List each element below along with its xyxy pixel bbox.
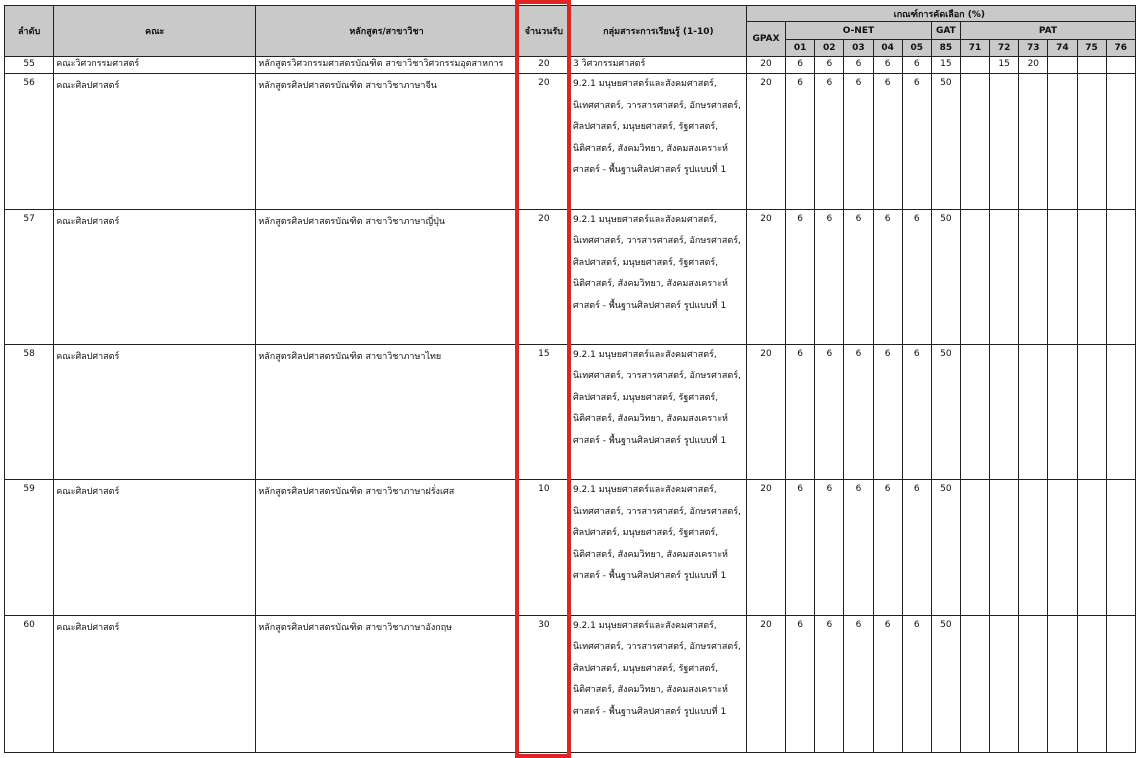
cell-pat-75 — [1077, 480, 1106, 615]
cell-pat-71 — [960, 57, 989, 74]
table-row — [5, 344, 1136, 479]
header-pat-76: 76 — [1106, 40, 1135, 57]
header-onet: O-NET — [786, 22, 932, 40]
cell-subject-group: 9.2.1 มนุษยศาสตร์และสังคมศาสตร์, นิเทศศาสตร์, วารสารศาสตร์, อักษรศาสตร์, ศิลปศาสตร์, มนุษยศาสตร์, รัฐศาสตร์, นิติศาสตร์, สังคมวิทยา, สังคมสงเคราะห์ศาสตร์ - พื้นฐานศิลปศาสตร์ รูปแบบที่ 1 — [570, 344, 746, 479]
cell-order: 56 — [5, 74, 54, 209]
cell-pat-71 — [960, 209, 989, 344]
table-row — [5, 615, 1136, 752]
cell-subject-group: 9.2.1 มนุษยศาสตร์และสังคมศาสตร์, นิเทศศาสตร์, วารสารศาสตร์, อักษรศาสตร์, ศิลปศาสตร์, มนุษยศาสตร์, รัฐศาสตร์, นิติศาสตร์, สังคมวิทยา, สังคมสงเคราะห์ศาสตร์ - พื้นฐานศิลปศาสตร์ รูปแบบที่ 1 — [570, 209, 746, 344]
cell-onet-05: 6 — [902, 615, 931, 752]
header-pat-73: 73 — [1019, 40, 1048, 57]
table-row — [5, 209, 1136, 344]
cell-subject-group: 3 วิศวกรรมศาสตร์ — [570, 57, 746, 74]
header-gat-85: 85 — [931, 40, 960, 57]
cell-gpax: 20 — [746, 344, 785, 479]
cell-pat-75 — [1077, 209, 1106, 344]
cell-pat-75 — [1077, 344, 1106, 479]
cell-onet-05: 6 — [902, 57, 931, 74]
cell-pat-73 — [1019, 480, 1048, 615]
cell-onet-01: 6 — [786, 74, 815, 209]
cell-onet-02: 6 — [815, 57, 844, 74]
header-onet-03: 03 — [844, 40, 873, 57]
cell-pat-72 — [990, 480, 1019, 615]
header-gpax: GPAX — [746, 22, 785, 57]
cell-pat-76 — [1106, 57, 1135, 74]
cell-program: หลักสูตรศิลปศาสตรบัณฑิต สาขาวิชาภาษาอังกฤษ — [256, 615, 517, 752]
cell-pat-74 — [1048, 344, 1077, 479]
cell-faculty: คณะศิลปศาสตร์ — [54, 344, 256, 479]
cell-subject-group: 9.2.1 มนุษยศาสตร์และสังคมศาสตร์, นิเทศศาสตร์, วารสารศาสตร์, อักษรศาสตร์, ศิลปศาสตร์, มนุษยศาสตร์, รัฐศาสตร์, นิติศาสตร์, สังคมวิทยา, สังคมสงเคราะห์ศาสตร์ - พื้นฐานศิลปศาสตร์ รูปแบบที่ 1 — [570, 480, 746, 615]
cell-pat-74 — [1048, 57, 1077, 74]
cell-onet-01: 6 — [786, 57, 815, 74]
table-row — [5, 480, 1136, 615]
cell-onet-05: 6 — [902, 209, 931, 344]
cell-gat-85: 50 — [931, 74, 960, 209]
cell-pat-74 — [1048, 209, 1077, 344]
cell-pat-74 — [1048, 615, 1077, 752]
cell-gat-85: 50 — [931, 615, 960, 752]
header-pat-74: 74 — [1048, 40, 1077, 57]
table-row — [5, 74, 1136, 209]
header-pat: PAT — [960, 22, 1135, 40]
cell-seats: 30 — [517, 615, 570, 752]
header-pat-72: 72 — [990, 40, 1019, 57]
cell-pat-73: 20 — [1019, 57, 1048, 74]
cell-subject-group: 9.2.1 มนุษยศาสตร์และสังคมศาสตร์, นิเทศศาสตร์, วารสารศาสตร์, อักษรศาสตร์, ศิลปศาสตร์, มนุษยศาสตร์, รัฐศาสตร์, นิติศาสตร์, สังคมวิทยา, สังคมสงเคราะห์ศาสตร์ - พื้นฐานศิลปศาสตร์ รูปแบบที่ 1 — [570, 615, 746, 752]
cell-onet-03: 6 — [844, 615, 873, 752]
cell-seats: 15 — [517, 344, 570, 479]
table-row — [5, 57, 1136, 74]
cell-onet-04: 6 — [873, 615, 902, 752]
cell-order: 60 — [5, 615, 54, 752]
header-onet-01: 01 — [786, 40, 815, 57]
cell-order: 55 — [5, 57, 54, 74]
cell-gat-85: 50 — [931, 480, 960, 615]
header-pat-71: 71 — [960, 40, 989, 57]
header-program: หลักสูตร/สาขาวิชา — [256, 6, 517, 57]
cell-pat-73 — [1019, 615, 1048, 752]
cell-onet-03: 6 — [844, 57, 873, 74]
cell-onet-02: 6 — [815, 74, 844, 209]
cell-pat-75 — [1077, 57, 1106, 74]
header-seats: จำนวนรับ — [517, 6, 570, 57]
cell-order: 57 — [5, 209, 54, 344]
cell-subject-group: 9.2.1 มนุษยศาสตร์และสังคมศาสตร์, นิเทศศาสตร์, วารสารศาสตร์, อักษรศาสตร์, ศิลปศาสตร์, มนุษยศาสตร์, รัฐศาสตร์, นิติศาสตร์, สังคมวิทยา, สังคมสงเคราะห์ศาสตร์ - พื้นฐานศิลปศาสตร์ รูปแบบที่ 1 — [570, 74, 746, 209]
cell-seats: 20 — [517, 74, 570, 209]
header-onet-04: 04 — [873, 40, 902, 57]
cell-pat-73 — [1019, 74, 1048, 209]
cell-gat-85: 15 — [931, 57, 960, 74]
cell-onet-03: 6 — [844, 209, 873, 344]
cell-pat-75 — [1077, 74, 1106, 209]
cell-pat-76 — [1106, 344, 1135, 479]
cell-pat-71 — [960, 344, 989, 479]
cell-pat-72 — [990, 615, 1019, 752]
cell-program: หลักสูตรศิลปศาสตรบัณฑิต สาขาวิชาภาษาญี่ปุ่น — [256, 209, 517, 344]
cell-onet-02: 6 — [815, 615, 844, 752]
cell-faculty: คณะวิศวกรรมศาสตร์ — [54, 57, 256, 74]
header-onet-02: 02 — [815, 40, 844, 57]
cell-faculty: คณะศิลปศาสตร์ — [54, 74, 256, 209]
cell-program: หลักสูตรศิลปศาสตรบัณฑิต สาขาวิชาภาษาจีน — [256, 74, 517, 209]
cell-onet-05: 6 — [902, 344, 931, 479]
cell-onet-04: 6 — [873, 57, 902, 74]
cell-seats: 20 — [517, 57, 570, 74]
cell-gpax: 20 — [746, 74, 785, 209]
cell-gpax: 20 — [746, 480, 785, 615]
cell-onet-01: 6 — [786, 480, 815, 615]
header-order: ลำดับ — [5, 6, 54, 57]
cell-pat-71 — [960, 480, 989, 615]
cell-pat-72: 15 — [990, 57, 1019, 74]
cell-seats: 10 — [517, 480, 570, 615]
cell-pat-76 — [1106, 480, 1135, 615]
table-header — [5, 6, 1136, 57]
cell-pat-73 — [1019, 344, 1048, 479]
cell-faculty: คณะศิลปศาสตร์ — [54, 615, 256, 752]
cell-pat-74 — [1048, 74, 1077, 209]
cell-pat-75 — [1077, 615, 1106, 752]
cell-onet-01: 6 — [786, 344, 815, 479]
cell-gpax: 20 — [746, 209, 785, 344]
cell-program: หลักสูตรศิลปศาสตรบัณฑิต สาขาวิชาภาษาไทย — [256, 344, 517, 479]
cell-onet-05: 6 — [902, 74, 931, 209]
cell-onet-04: 6 — [873, 480, 902, 615]
cell-gat-85: 50 — [931, 344, 960, 479]
cell-onet-04: 6 — [873, 209, 902, 344]
cell-onet-03: 6 — [844, 74, 873, 209]
cell-order: 58 — [5, 344, 54, 479]
cell-pat-72 — [990, 209, 1019, 344]
cell-pat-76 — [1106, 209, 1135, 344]
table-body — [5, 57, 1136, 753]
header-onet-05: 05 — [902, 40, 931, 57]
cell-pat-72 — [990, 344, 1019, 479]
cell-pat-76 — [1106, 74, 1135, 209]
cell-pat-76 — [1106, 615, 1135, 752]
header-gat: GAT — [931, 22, 960, 40]
cell-pat-72 — [990, 74, 1019, 209]
cell-gpax: 20 — [746, 57, 785, 74]
cell-pat-74 — [1048, 480, 1077, 615]
cell-onet-01: 6 — [786, 615, 815, 752]
cell-onet-02: 6 — [815, 209, 844, 344]
cell-program: หลักสูตรศิลปศาสตรบัณฑิต สาขาวิชาภาษาฝรั่งเศส — [256, 480, 517, 615]
cell-onet-01: 6 — [786, 209, 815, 344]
cell-onet-04: 6 — [873, 344, 902, 479]
cell-gat-85: 50 — [931, 209, 960, 344]
cell-onet-04: 6 — [873, 74, 902, 209]
admission-table — [4, 5, 1136, 753]
cell-order: 59 — [5, 480, 54, 615]
header-criteria: เกณฑ์การคัดเลือก (%) — [746, 6, 1135, 22]
cell-onet-02: 6 — [815, 344, 844, 479]
cell-faculty: คณะศิลปศาสตร์ — [54, 209, 256, 344]
cell-pat-73 — [1019, 209, 1048, 344]
cell-seats: 20 — [517, 209, 570, 344]
header-pat-75: 75 — [1077, 40, 1106, 57]
cell-onet-05: 6 — [902, 480, 931, 615]
header-faculty: คณะ — [54, 6, 256, 57]
cell-pat-71 — [960, 74, 989, 209]
cell-onet-02: 6 — [815, 480, 844, 615]
header-subject-group: กลุ่มสาระการเรียนรู้ (1-10) — [570, 6, 746, 57]
cell-gpax: 20 — [746, 615, 785, 752]
cell-onet-03: 6 — [844, 344, 873, 479]
cell-program: หลักสูตรวิศวกรรมศาสตรบัณฑิต สาขาวิชาวิศวกรรมอุตสาหการ — [256, 57, 517, 74]
cell-pat-71 — [960, 615, 989, 752]
cell-faculty: คณะศิลปศาสตร์ — [54, 480, 256, 615]
cell-onet-03: 6 — [844, 480, 873, 615]
